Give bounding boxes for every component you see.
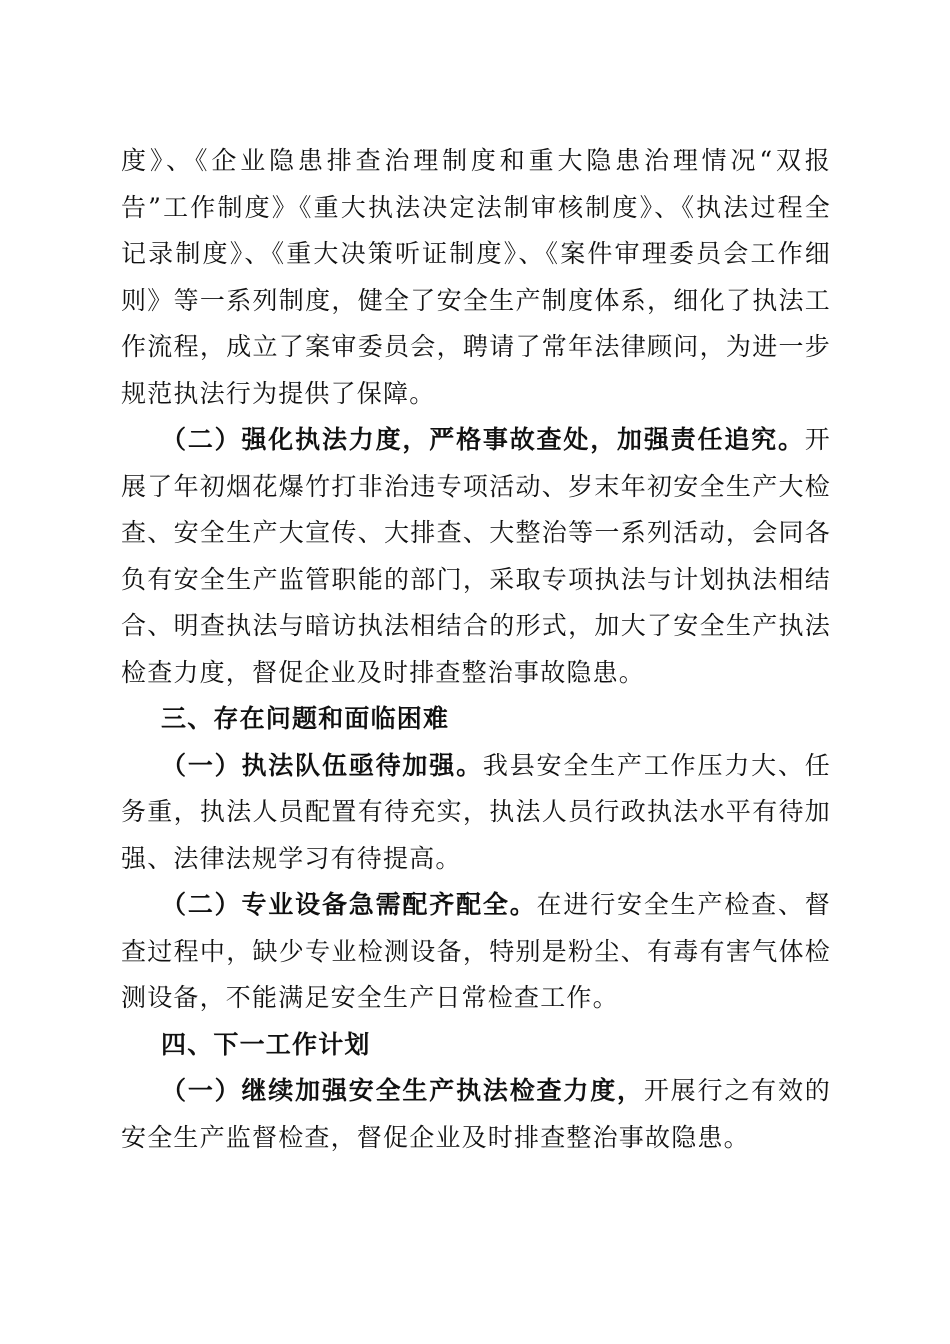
section4-item1-body: 开展行之有效的安全生产监督检查，督促企业及时排查整治事故隐患。	[121, 1076, 831, 1152]
section4-heading: 四、下一工作计划	[161, 1029, 371, 1059]
section3-item1-paragraph	[121, 743, 831, 883]
section3-item1-lead: （一）执法队伍亟待加强。	[161, 750, 483, 780]
section3-item1-body: 我县安全生产工作压力大、任务重，执法人员配置有待充实，执法人员行政执法水平有待加强、法律法规学习有待提高。	[121, 750, 831, 873]
continuation-paragraph: 度》、《企业隐患排查治理制度和重大隐患治理情况“双报告”工作制度》《重大执法决定法制审核制度》、《执法过程全记录制度》、《重大决策听证制度》、《案件审理委员会工作细则》等一系列制度，健全了安全生产制度体系，细化了执法工作流程，成立了案审委员会，聘请了常年法律顾问，为进一步规范执法行为提供了保障。	[121, 146, 831, 408]
section3-item2-paragraph	[121, 882, 831, 1022]
section2-item2-paragraph	[121, 417, 831, 696]
section4-item1-paragraph	[121, 1068, 831, 1161]
section3-heading: 三、存在问题和面临困难	[161, 704, 450, 733]
section4-item1-lead: （一）继续加强安全生产执法检查力度，	[161, 1076, 644, 1105]
document-body	[121, 138, 831, 1161]
section3-item2-lead: （二）专业设备急需配齐配全。	[161, 890, 537, 919]
section3-item2-body: 在进行安全生产检查、督查过程中，缺少专业检测设备，特别是粉尘、有毒有害气体检测设备，不能满足安全生产日常检查工作。	[121, 890, 831, 1012]
section2-item2-lead: （二）强化执法力度，严格事故查处，加强责任追究。	[161, 425, 805, 454]
section2-item2-body: 开展了年初烟花爆竹打非治违专项活动、岁末年初安全生产大检查、安全生产大宣传、大排查、大整治等一系列活动，会同各负有安全生产监管职能的部门，采取专项执法与计划执法相结合、明查执法与暗访执法相结合的形式，加大了安全生产执法检查力度，督促企业及时排查整治事故隐患。	[121, 425, 831, 687]
